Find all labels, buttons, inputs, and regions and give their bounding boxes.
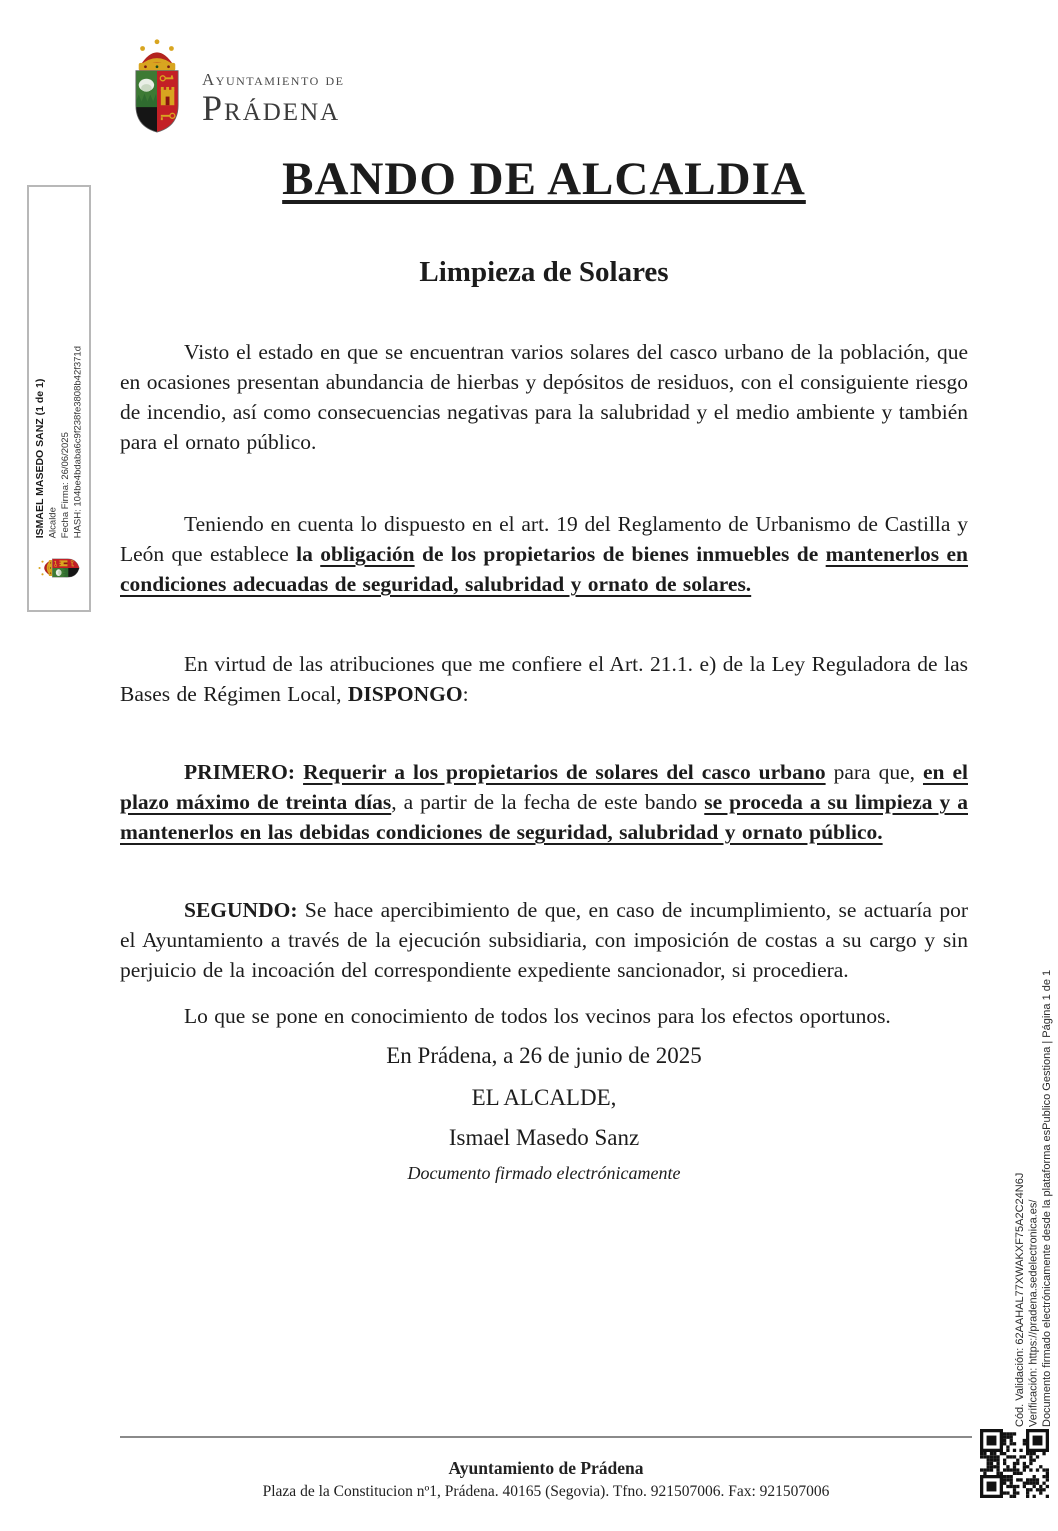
footer-org-name: Ayuntamiento de Prádena — [448, 1458, 644, 1478]
signature-hash-stamp: HASH: 104be4bdaba6c9f238fe3808b42f371d — [71, 345, 83, 538]
signer-role-line: EL ALCALDE, — [471, 1085, 617, 1110]
org-identity — [202, 44, 345, 128]
paragraph-visto: Visto el estado en que se encuentran varios solares del casco urbano de la población, que en ocasiones presentan abundancia de hierbas y depósitos de residuos, con el consiguiente riesgo de incendio, así como consecuencias negativas para la salubridad y el medio ambiente y también para el ornato público. — [120, 340, 968, 454]
place-date-line: En Prádena, a 26 de junio de 2025 — [386, 1043, 702, 1068]
paragraph-teniendo: Teniendo en cuenta lo dispuesto en el art. 19 del Reglamento de Urbanismo de Castilla y León que establece la obligación de los propietarios de bienes inmuebles de mantenerlos en condiciones adecuadas de seguridad, salubridad y ornato de solares. — [120, 512, 969, 596]
pradena-coat-of-arms-icon — [39, 548, 79, 588]
document-header — [128, 36, 345, 136]
signature-date-stamp: Fecha Firma: 26/06/2025 — [59, 431, 71, 538]
document-footer — [120, 1436, 972, 1501]
document-body — [120, 337, 968, 1184]
org-prefix: Ayuntamiento de — [202, 70, 345, 90]
signer-role-stamp: Alcalde — [47, 506, 59, 538]
paragraph-en-virtud: En virtud de las atribuciones que me confiere el Art. 21.1. e) de la Ley Reguladora de las Bases de Régimen Local, DISPONGO: — [120, 652, 968, 706]
paragraph-segundo: SEGUNDO: Se hace apercibimiento de que, en caso de incumplimiento, se actuaría por el Ayuntamiento a través de la ejecución subsidiaria, con imposición de costas a su cargo y sin perjuicio de la incoación del correspondiente expediente sancionador, si procediera. — [120, 898, 968, 982]
signer-name-stamp: ISMAEL MASEDO SANZ (1 de 1) — [33, 378, 46, 538]
org-name: Prádena — [202, 88, 341, 129]
footer-address: Plaza de la Constitucion nº1, Prádena. 40165 (Segovia). Tfno. 921507006. Fax: 921507006 — [262, 1483, 830, 1500]
signature-stamp-text — [34, 346, 85, 538]
signer-name-line: Ismael Masedo Sanz — [448, 1125, 640, 1150]
verification-url-line: Verificación: https://pradena.sedelectronica.es/ — [1027, 1199, 1039, 1427]
validation-margin-text — [1014, 947, 1055, 1427]
platform-note-line: Documento firmado electrónicamente desde la plataforma esPublico Gestiona | Página 1 de 1 — [1040, 969, 1053, 1427]
signature-stamp-box — [27, 185, 91, 612]
paragraph-primero: PRIMERO: Requerir a los propietarios de solares del casco urbano para que, en el plazo máximo de treinta días, a partir de la fecha de este bando se proceda a su limpieza y a mantenerlos en las debidas condiciones de seguridad, salubridad y ornato público. — [120, 760, 968, 844]
document-subtitle: Limpieza de Solares — [419, 256, 669, 288]
qr-code — [980, 1429, 1049, 1498]
closing-block — [120, 1043, 968, 1184]
electronic-signature-note: Documento firmado electrónicamente — [407, 1163, 681, 1183]
pradena-coat-of-arms-icon — [128, 36, 186, 136]
paragraph-lo-que: Lo que se pone en conocimiento de todos los vecinos para los efectos oportunos. — [184, 1004, 891, 1028]
validation-code-line: Cód. Validación: 62AAHAL77XWAKXF75A2C24N6J — [1013, 1172, 1026, 1427]
document-title: BANDO DE ALCALDIA — [282, 153, 806, 205]
